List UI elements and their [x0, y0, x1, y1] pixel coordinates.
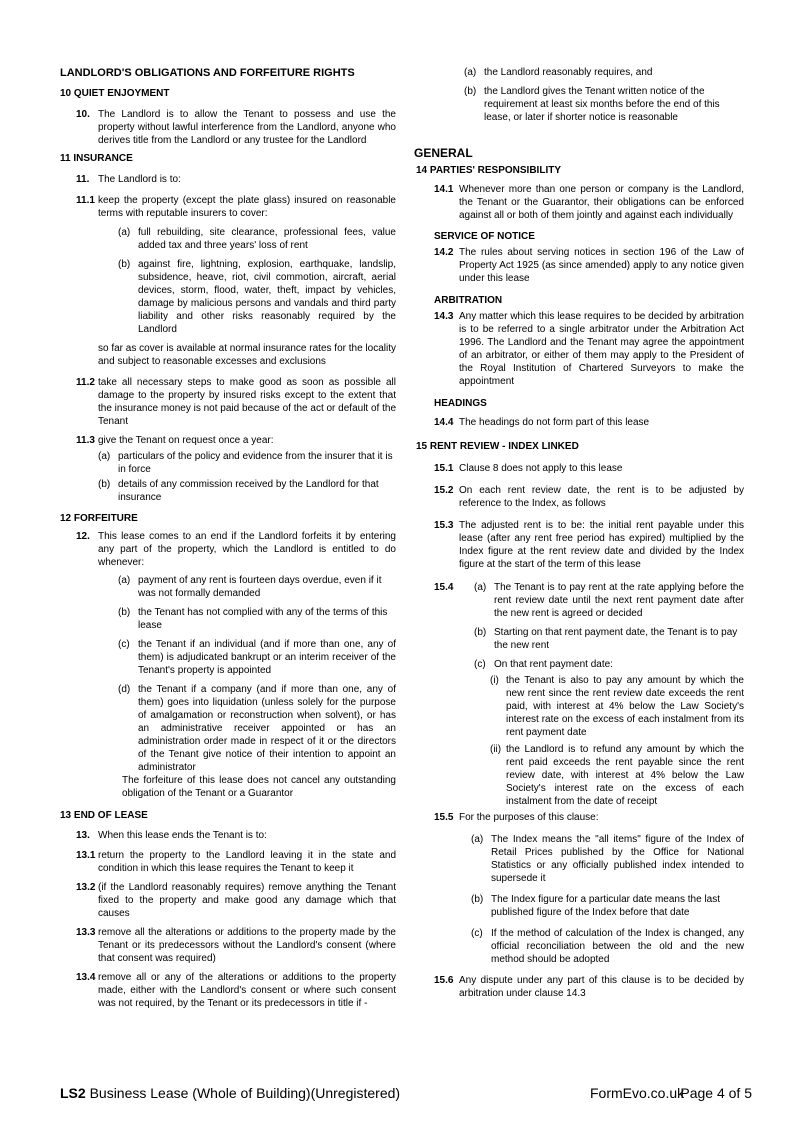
item-label: (b) [464, 86, 477, 97]
item-text: the Landlord is to refund any amount by which the rent paid exceeds the rent payable since the rent review date, with interest at 4% below the Law Society's interest rate on the excess of each instalment from the date of receipt [506, 744, 744, 807]
item-text: against fire, lightning, explosion, earthquake, landslip, subsidence, heave, riot, civil commotion, aircraft, aerial devices, storm, flood, water, theft, impact by vehicles, damage by malicious persons and vandals and third party liability and other risks reasonably required by the Landlord [138, 259, 396, 335]
item-label: (a) [464, 67, 477, 78]
clause-text: When this lease ends the Tenant is to: [98, 830, 267, 841]
clause-13-1 [76, 849, 396, 875]
item-text: On that rent payment date: [494, 659, 613, 670]
service-of-notice-heading: SERVICE OF NOTICE [434, 231, 535, 242]
clause-12-a [118, 574, 396, 600]
item-text: the Landlord reasonably requires, and [484, 67, 653, 78]
clause-12-d [118, 683, 396, 774]
clause-14-2 [434, 246, 744, 285]
clause-11-3 [76, 434, 396, 447]
clause-number: 13. [76, 830, 90, 841]
item-label: (a) [98, 451, 111, 462]
item-label: (b) [118, 607, 131, 618]
clause-number: 13.1 [76, 850, 96, 861]
clause-text: keep the property (except the plate glass) insured on reasonable terms with reputable insurers to cover: [98, 195, 396, 219]
clause-text: The headings do not form part of this lease [459, 417, 650, 428]
clause-text: Any dispute under any part of this clause is to be decided by arbitration under clause 14.3 [459, 975, 744, 999]
clause-text: This lease comes to an end if the Landlord forfeits it by entering any part of the property, which the Landlord is entitled to do whenever: [98, 531, 396, 568]
clause-text: The adjusted rent is to be: the initial rent payable under this lease (after any rent free period has expired) multiplied by the Index figure at the rent review date and divided by the Index figure at the start of the term of this lease [459, 520, 744, 570]
item-label: (b) [118, 259, 131, 270]
item-text: If the method of calculation of the Index is changed, any official reconciliation between the old and the new method should be adopted [491, 928, 744, 965]
clause-number: 11.1 [76, 195, 95, 206]
clause-15-4-c [474, 658, 744, 671]
item-label: (d) [118, 684, 131, 695]
page-footer [60, 1083, 752, 1103]
footer-form-code: LS2 [60, 1085, 86, 1101]
clause-15-5-c [471, 927, 744, 966]
clause-14-1 [434, 183, 744, 222]
clause-12 [76, 530, 396, 569]
item-label: (b) [471, 894, 484, 905]
footer-title-text: Business Lease (Whole of Building)(Unregistered) [85, 1085, 401, 1101]
clause-text: Any matter which this lease requires to be decided by arbitration is to be referred to a single arbitrator under the Arbitration Act 1996. The Landlord and the Tenant may agree the appointment of an arbitrator, or either of them may apply to the President of the Royal Institution of Chartered Surveyors to make the appointment [459, 311, 744, 387]
item-label: (ii) [490, 744, 502, 755]
clause-text: The Landlord is to allow the Tenant to possess and use the property without lawful interference from the Landlord, anyone who derives title from the Landlord or any trustee for the Landlord [98, 109, 396, 146]
clause-15-heading: 15 RENT REVIEW - INDEX LINKED [416, 441, 579, 452]
clause-number: 14.4 [434, 417, 454, 428]
clause-12-heading: 12 FORFEITURE [60, 513, 138, 524]
clause-text: For the purposes of this clause: [459, 812, 599, 823]
item-text: details of any commission received by the Landlord for that insurance [118, 479, 379, 503]
clause-13-4-a [464, 66, 744, 79]
clause-text: return the property to the Landlord leaving it in the state and condition in which this lease requires the Tenant to keep it [98, 850, 396, 874]
clause-text: The rules about serving notices in section 196 of the Law of Property Act 1925 (as since amended) apply to any notice given under this lease [459, 247, 744, 284]
clause-15-2 [434, 484, 744, 510]
item-text: the Landlord gives the Tenant written notice of the requirement at least six months before the end of this lease, or later if shorter notice is reasonable [484, 86, 720, 123]
clause-10-heading: 10 QUIET ENJOYMENT [60, 88, 170, 99]
headings-heading: HEADINGS [434, 398, 487, 409]
clause-12-tail: The forfeiture of this lease does not cancel any outstanding obligation of the Tenant or a Guarantor [122, 775, 396, 799]
general-heading: GENERAL [414, 146, 473, 160]
clause-14-4 [434, 416, 744, 429]
clause-text: On each rent review date, the rent is to be adjusted by reference to the Index, as follows [459, 485, 744, 509]
clause-13-4 [76, 971, 396, 1010]
clause-number: 13.2 [76, 882, 96, 893]
clause-11-3-a [98, 450, 396, 476]
section-title: LANDLORD'S OBLIGATIONS AND FORFEITURE RIGHTS [60, 67, 355, 79]
clause-number: 10. [76, 109, 90, 120]
clause-15-4-b [474, 626, 744, 652]
clause-12-c [118, 638, 396, 677]
item-label: (a) [118, 575, 131, 586]
clause-number: 15.2 [434, 485, 454, 496]
item-label: (b) [474, 627, 487, 638]
clause-13-4-b [464, 85, 744, 124]
clause-number: 11.2 [76, 377, 95, 388]
clause-number: 14.3 [434, 311, 454, 322]
clause-15-4 [434, 581, 744, 811]
footer-page-number: Page 4 of 5 [680, 1085, 752, 1101]
clause-11-2 [76, 376, 396, 428]
item-label: (a) [118, 227, 131, 238]
clause-number: 12. [76, 531, 90, 542]
clause-13-heading: 13 END OF LEASE [60, 810, 148, 821]
item-text: the Tenant has not complied with any of the terms of this lease [138, 607, 388, 631]
clause-number: 11.3 [76, 435, 95, 446]
clause-number: 13.4 [76, 972, 96, 983]
clause-number: 15.3 [434, 520, 454, 531]
clause-text: remove all or any of the alterations or additions to the property made, either with the Landlord's consent or where such consent was not required, by the Tenant or its predecessors in title if - [98, 972, 396, 1009]
item-text: The Index figure for a particular date means the last published figure of the Index before that date [491, 894, 721, 918]
clause-13-3 [76, 926, 396, 965]
item-text: payment of any rent is fourteen days overdue, even if it was not formally demanded [138, 575, 382, 599]
clause-number: 15.6 [434, 975, 454, 986]
clause-text: (if the Landlord reasonably requires) remove anything the Tenant fixed to the property and make good any damage which that causes [98, 882, 396, 919]
clause-11-heading: 11 INSURANCE [60, 153, 133, 164]
item-text: particulars of the policy and evidence from the insurer that it is in force [118, 451, 393, 475]
footer-document-title [60, 1083, 400, 1103]
clause-13-2 [76, 881, 396, 920]
clause-text: take all necessary steps to make good as soon as possible all damage to the property by insured risks except to the extent that the insurance money is not paid because of the act or default of the Tenant [98, 377, 396, 427]
clause-11-1 [76, 194, 396, 220]
item-label: (c) [118, 639, 130, 650]
item-label: (i) [490, 675, 499, 686]
clause-14-3 [434, 310, 744, 388]
clause-14-heading: 14 PARTIES' RESPONSIBILITY [416, 165, 561, 176]
clause-11-1-a [118, 226, 396, 252]
clause-11-1-tail: so far as cover is available at normal insurance rates for the locality and subject to reasonable excesses and exclusions [98, 343, 396, 367]
clause-15-1 [434, 462, 744, 475]
clause-15-6 [434, 974, 744, 1000]
item-text: full rebuilding, site clearance, professional fees, value added tax and three years' loss of rent [138, 227, 396, 251]
item-label: (c) [471, 928, 483, 939]
right-column [414, 66, 744, 1000]
item-label: (b) [98, 479, 111, 490]
clause-13 [76, 829, 396, 842]
clause-11 [76, 173, 396, 186]
footer-site: FormEvo.co.uk [590, 1085, 685, 1101]
clause-number: 14.2 [434, 247, 454, 258]
clause-text: give the Tenant on request once a year: [98, 435, 274, 446]
clause-11-3-b [98, 478, 396, 504]
clause-text: The Landlord is to: [98, 174, 181, 185]
clause-15-5 [434, 811, 744, 824]
clause-15-5-b [471, 893, 744, 919]
clause-12-b [118, 606, 396, 632]
item-text: the Tenant is also to pay any amount by which the new rent since the rent review date exceeds the rent paid, with interest at 4% below the Law Society's interest rate on the excess of each instalment from its rent payment date [506, 675, 744, 738]
clause-11-1-b [118, 258, 396, 336]
arbitration-heading: ARBITRATION [434, 295, 503, 306]
clause-number: 15.4 [434, 582, 454, 593]
left-column [60, 66, 396, 1010]
clause-15-4-c-ii [490, 743, 744, 808]
clause-number: 15.1 [434, 463, 454, 474]
clause-number: 15.5 [434, 812, 454, 823]
clause-15-5-a [471, 833, 744, 885]
item-text: The Tenant is to pay rent at the rate applying before the rent review date until the next rent payment date after the new rent is agreed or decided [494, 582, 744, 619]
item-text: the Tenant if an individual (and if more than one, any of them) is adjudicated bankrupt or an interim receiver of the Tenant's property is appointed [138, 639, 396, 676]
clause-number: 11. [76, 174, 90, 185]
clause-15-3 [434, 519, 744, 571]
item-text: the Tenant if a company (and if more than one, any of them) goes into liquidation (unless solely for the purpose of amalgamation or reconstruction when solvent), or has an administrative receiver appointed or has an administration order made in respect of it or the directors of the Tenant give notice of their intention to appoint an administrator [138, 684, 396, 773]
clause-15-4-a [474, 581, 744, 620]
clause-text: Clause 8 does not apply to this lease [459, 463, 623, 474]
clause-number: 13.3 [76, 927, 96, 938]
item-label: (a) [471, 834, 484, 845]
item-label: (c) [474, 659, 486, 670]
clause-number: 14.1 [434, 184, 454, 195]
item-text: Starting on that rent payment date, the Tenant is to pay the new rent [494, 627, 738, 651]
clause-text: Whenever more than one person or company is the Landlord, the Tenant or the Guarantor, their obligations can be enforced against all or both of them jointly and against each individually [459, 184, 744, 221]
item-text: The Index means the "all items" figure of the Index of Retail Prices published by the Office for National Statistics or any officially published index intended to supersede it [491, 834, 744, 884]
item-label: (a) [474, 582, 487, 593]
clause-10 [76, 108, 396, 147]
clause-text: remove all the alterations or additions to the property made by the Tenant or its predecessors without the Landlord's consent (where that consent was required) [98, 927, 396, 964]
clause-15-4-c-i [490, 674, 744, 739]
